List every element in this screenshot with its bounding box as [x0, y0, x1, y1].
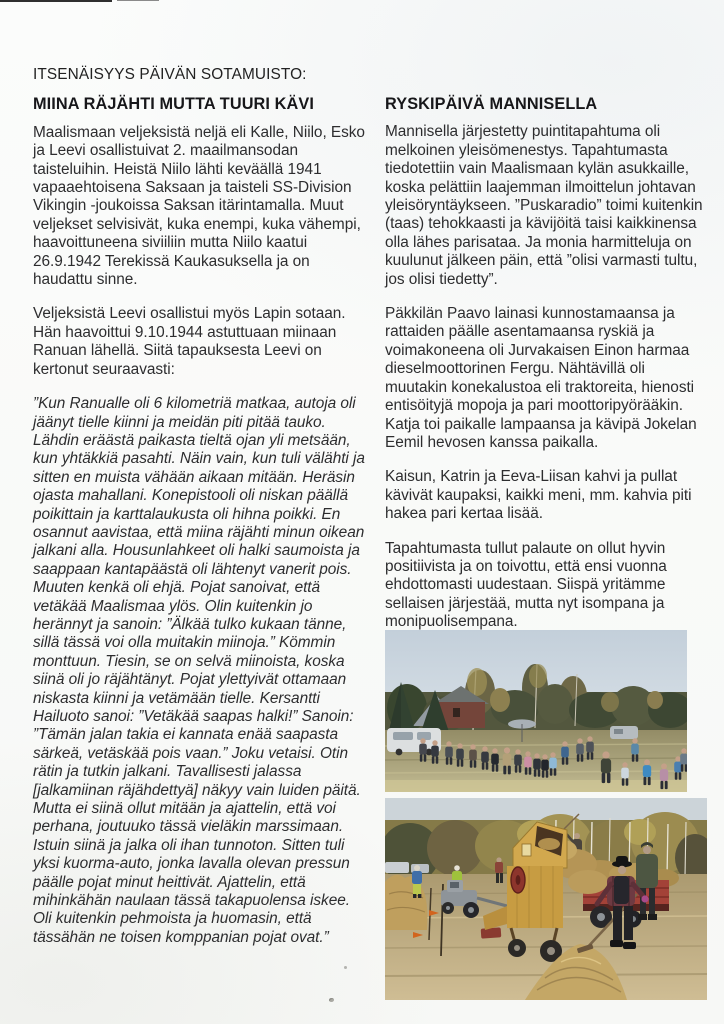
left-column	[33, 66, 366, 963]
left-paragraph-2: Veljeksistä Leevi osallistui myös Lapin sotaan. Hän haavoittui 9.10.1944 astuttuaan miinaan Ranuan lähellä. Siitä tapauksesta Leevi on kertonut seuraavasti:	[33, 305, 346, 378]
right-paragraph-2: Päkkilän Paavo lainasi kunnostamaansa ja rattaiden päälle asentamaansa ryskiä ja voimakoneena oli Jurvakaisen Einon harmaa dieselmoottorinen Fergu. Nähtävillä oli muutakin konekalustoa eli traktoreita, hienosti entisöityjä mopoja ja pari moottoripyörääkin. Katja toi paikalle lampaansa ja kävipä Jokelan Eemil hevosen kanssa paikalla.	[385, 305, 697, 451]
crowd-photo-illustration	[385, 630, 687, 792]
scan-artifact-line	[0, 0, 112, 2]
right-article-title: RYSKIPÄIVÄ MANNISELLA	[385, 95, 598, 113]
kicker: ITSENÄISYYS PÄIVÄN SOTAMUISTO:	[33, 66, 307, 83]
right-paragraph-4: Tapahtumasta tullut palaute on ollut hyvin positiivista ja on toivottu, että ensi vuonna ehdottomasti uudestaan. Siispä yritämme sellaisen järjestää, mutta nyt isompana ja monipuolisempana.	[385, 539, 667, 631]
scan-speck	[329, 998, 334, 1002]
scan-speck	[344, 966, 347, 969]
right-paragraph-3: Kaisun, Katrin ja Eeva-Liisan kahvi ja pullat kävivät kaupaksi, kaikki meni, mm. kahvia piti hakea pari kertaa lisää.	[385, 468, 692, 523]
left-article-title: MIINA RÄJÄHTI MUTTA TUURI KÄVI	[33, 95, 314, 114]
left-paragraph-1: Maalismaan veljeksistä neljä eli Kalle, Niilo, Esko ja Leevi osallistuivat 2. maailmansodan taisteluihin. Heistä Niilo lähti keväällä 1941 vapaaehtoisena Saksaan ja taisteli SS-Division Vikingin -joukoissa Saksan itärintamalla. Muut veljekset selvisivät, kuka enempi, kuka vähempi, haavoittuneena siviiliin mutta Niilo kaatui 26.9.1942 Terekissä Kaukasuksella ja on haudattu sinne.	[33, 123, 365, 289]
crowd-at-threshing-event-photo	[385, 630, 687, 792]
threshing-photo-illustration	[385, 798, 707, 1000]
threshing-machine-demonstration-photo	[385, 798, 707, 1000]
scan-artifact-line-faint	[117, 0, 159, 1]
right-paragraph-1: Mannisella järjestetty puintitapahtuma oli melkoinen yleisömenestys. Tapahtumasta tiedotettiin vain Maalismaan kylän asukkaille, koska pelättiin laajemman ilmoittelun johtavan yleisöryntäykseen. ”Puskaradio” toimi kuitenkin (taas) tehokkaasti ja kävijöitä taisi kaikkinensa olla lähes parisataa. Ja monia harmitteluja on kuulunut jälkeen päin, että ”olisi varmasti tultu, jos olisi tiedetty”.	[385, 123, 703, 288]
left-quote-paragraph: ”Kun Ranualle oli 6 kilometriä matkaa, autoja oli jäänyt tielle kiinni ja meidän piti pitää tauko. Lähdin eräästä paikasta tieltä ojan yli metsään, kun yhtäkkiä pasahti. Näin vain, kun tuli välähti ja sitten en muista vähään aikaan mitään. Heräsin ojasta mahallani. Konepistooli oli niskan päällä poikittain ja karttalaukusta oli hihna poikki. En osannut aavistaa, että miina räjähti minun oikean jalkani alla. Housunlahkeet oli halki saumoista ja saappaan kantapäästä oli lähtenyt vanerit pois. Muuten kenkä oli ehjä. Pojat sanoivat, että vetäkää Maalismaa ylös. Olin kuitenkin jo herännyt ja sanoin: ”Älkää tulko kukaan tänne, sillä tässä voi olla muitakin miinoja.” Kömmin monttuun. Tiesin, se on selvä miinoista, koska siinä oli jo räjähtänyt. Pojat ylettyivät ottamaan niskasta kiinni ja vetämään tielle. Kersantti Hailuoto sanoi: ”Vetäkää saapas halki!” Sanoin: ”Tämän jalan takia ei kannata enää saapasta särkeä, vetäskää pois vaan.” Joku vetaisi. Otin rätin ja tutkin jalkani. Tavallisesti jalassa [jalkamiinan räjähdettyä] näkyy vain luiden päitä. Mutta ei siinä ollut mitään ja ajattelin, että voi perhana, joutuuko tässä vieläkin marssimaan. Istuin siinä ja jalka oli ihan tunnoton. Sitten tuli yksi kuorma-auto, jonka lavalla olevan pressun päälle pojat minut heittivät. Ajattelin, että mihinkähän naulaan tässä takapuolensa iskee. Oli kuitenkin pehmoista ja huomasin, että tässähän ne toisen komppanian pojat ovat.”	[33, 395, 365, 946]
right-column	[385, 95, 707, 648]
